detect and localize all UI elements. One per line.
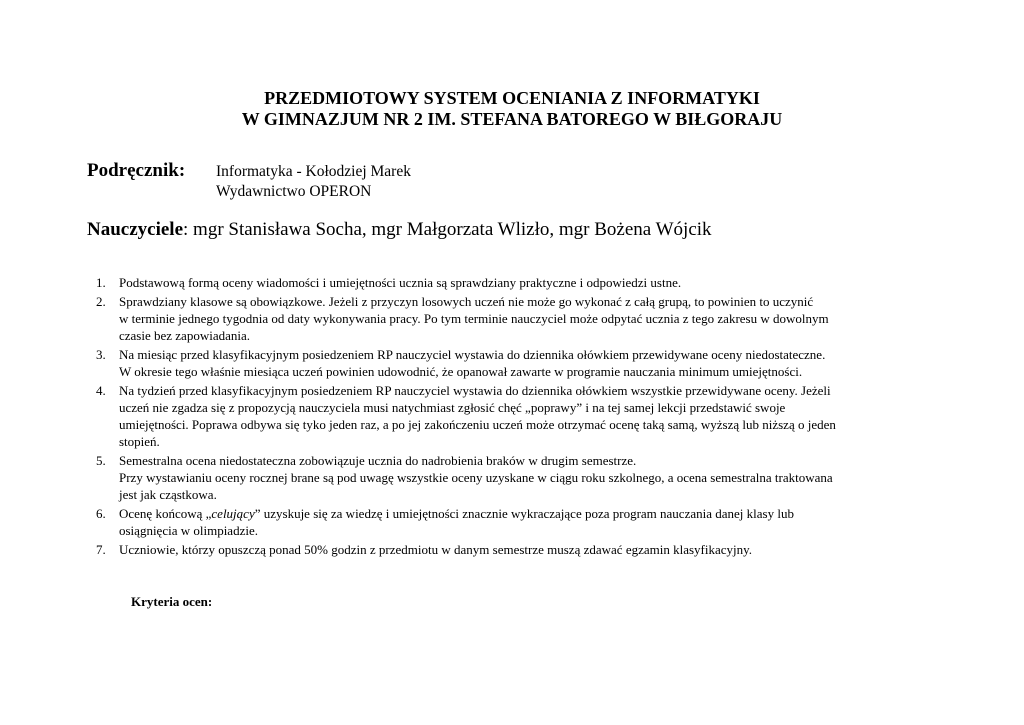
rules-list xyxy=(96,274,939,560)
grade-name-emphasis: celujący xyxy=(211,506,255,521)
rule-item-3 xyxy=(96,346,939,380)
rule-text-line: jest jak cząstkowa. xyxy=(119,487,217,502)
rule-text-line: Uczniowie, którzy opuszczą ponad 50% godzin z przedmiotu w danym semestrze muszą zdawać egzamin klasyfikacyjny. xyxy=(119,542,753,557)
document-title xyxy=(0,88,1024,130)
rule-number: 3. xyxy=(96,347,106,362)
rule-text-line: Semestralna ocena niedostateczna zobowiązuje ucznia do nadrobienia braków w drugim semestrze. xyxy=(119,453,637,468)
rule-text-line: czasie bez zapowiadania. xyxy=(119,328,251,343)
rule-item-6 xyxy=(96,505,939,539)
rule-text-line: w terminie jednego tygodnia od daty wykonywania pracy. Po tym terminie nauczyciel może odpytać ucznia z tego zakresu w dowolnym xyxy=(119,311,829,326)
rule-text-line: Przy wystawianiu oceny rocznej brane są pod uwagę wszystkie oceny uzyskane w ciągu roku szkolnego, a ocena semestralna traktowana xyxy=(119,470,833,485)
textbook-details xyxy=(216,162,411,202)
rule-text-line: Na tydzień przed klasyfikacyjnym posiedzeniem RP nauczyciel wystawia do dziennika ołówkiem wszystkie przewidywane oceny. Jeżeli xyxy=(119,383,831,398)
rule-text-line xyxy=(119,505,939,522)
rule-item-4 xyxy=(96,382,939,450)
rule-text-line: Na miesiąc przed klasyfikacyjnym posiedzeniem RP nauczyciel wystawia do dziennika ołówkiem przewidywane oceny niedostateczne. xyxy=(119,347,826,362)
rule-text-line: uczeń nie zgadza się z propozycją nauczyciela musi natychmiast zgłosić chęć „poprawy” i na tej samej lekcji przedstawić swoje xyxy=(119,400,786,415)
teachers-label: Nauczyciele xyxy=(87,219,184,240)
rule-number: 4. xyxy=(96,383,106,398)
rule-text-line: Sprawdziany klasowe są obowiązkowe. Jeżeli z przyczyn losowych uczeń nie może go wykonać z całą grupą, to powinien to uczynić xyxy=(119,294,814,309)
rule-item-2 xyxy=(96,293,939,344)
rule-item-1 xyxy=(96,274,939,291)
rule-item-5 xyxy=(96,452,939,503)
rule-number: 5. xyxy=(96,453,106,468)
rule-text-line: osiągnięcia w olimpiadzie. xyxy=(119,523,258,538)
rule-text-line: Podstawową formą oceny wiadomości i umiejętności ucznia są sprawdziany praktyczne i odpowiedzi ustne. xyxy=(119,275,682,290)
rule-number: 2. xyxy=(96,294,106,309)
textbook-title: Informatyka - Kołodziej Marek xyxy=(216,163,411,180)
rule-text-line: umiejętności. Poprawa odbywa się tyko jeden raz, a po jej zakończeniu uczeń może otrzymać ocenę taką samą, wyższą lub niższą o jeden xyxy=(119,417,836,432)
textbook-publisher: Wydawnictwo OPERON xyxy=(216,183,372,200)
rule-number: 7. xyxy=(96,542,106,557)
rule-text-fragment: Ocenę końcową „ xyxy=(119,506,212,521)
rule-text-line: W okresie tego właśnie miesiąca uczeń powinien udowodnić, że opanował zawarte w programie nauczania minimum umiejętności. xyxy=(119,364,803,379)
title-line-2: W GIMNAZJUM NR 2 IM. STEFANA BATOREGO W BIŁGORAJU xyxy=(241,109,783,129)
title-line-1: PRZEDMIOTOWY SYSTEM OCENIANIA Z INFORMATYKI xyxy=(264,88,760,108)
textbook-label: Podręcznik: xyxy=(87,160,186,181)
criteria-heading: Kryteria ocen: xyxy=(131,594,213,609)
rule-item-7 xyxy=(96,541,939,558)
rule-number: 6. xyxy=(96,506,106,521)
rule-text-line: stopień. xyxy=(119,434,160,449)
teachers-names: : mgr Stanisława Socha, mgr Małgorzata Wlizło, mgr Bożena Wójcik xyxy=(183,219,712,240)
rule-number: 1. xyxy=(96,275,106,290)
rule-text-fragment: ” uzyskuje się za wiedzę i umiejętności znacznie wykraczające poza program nauczania danej klasy lub xyxy=(254,506,794,521)
teachers-section xyxy=(87,219,712,241)
